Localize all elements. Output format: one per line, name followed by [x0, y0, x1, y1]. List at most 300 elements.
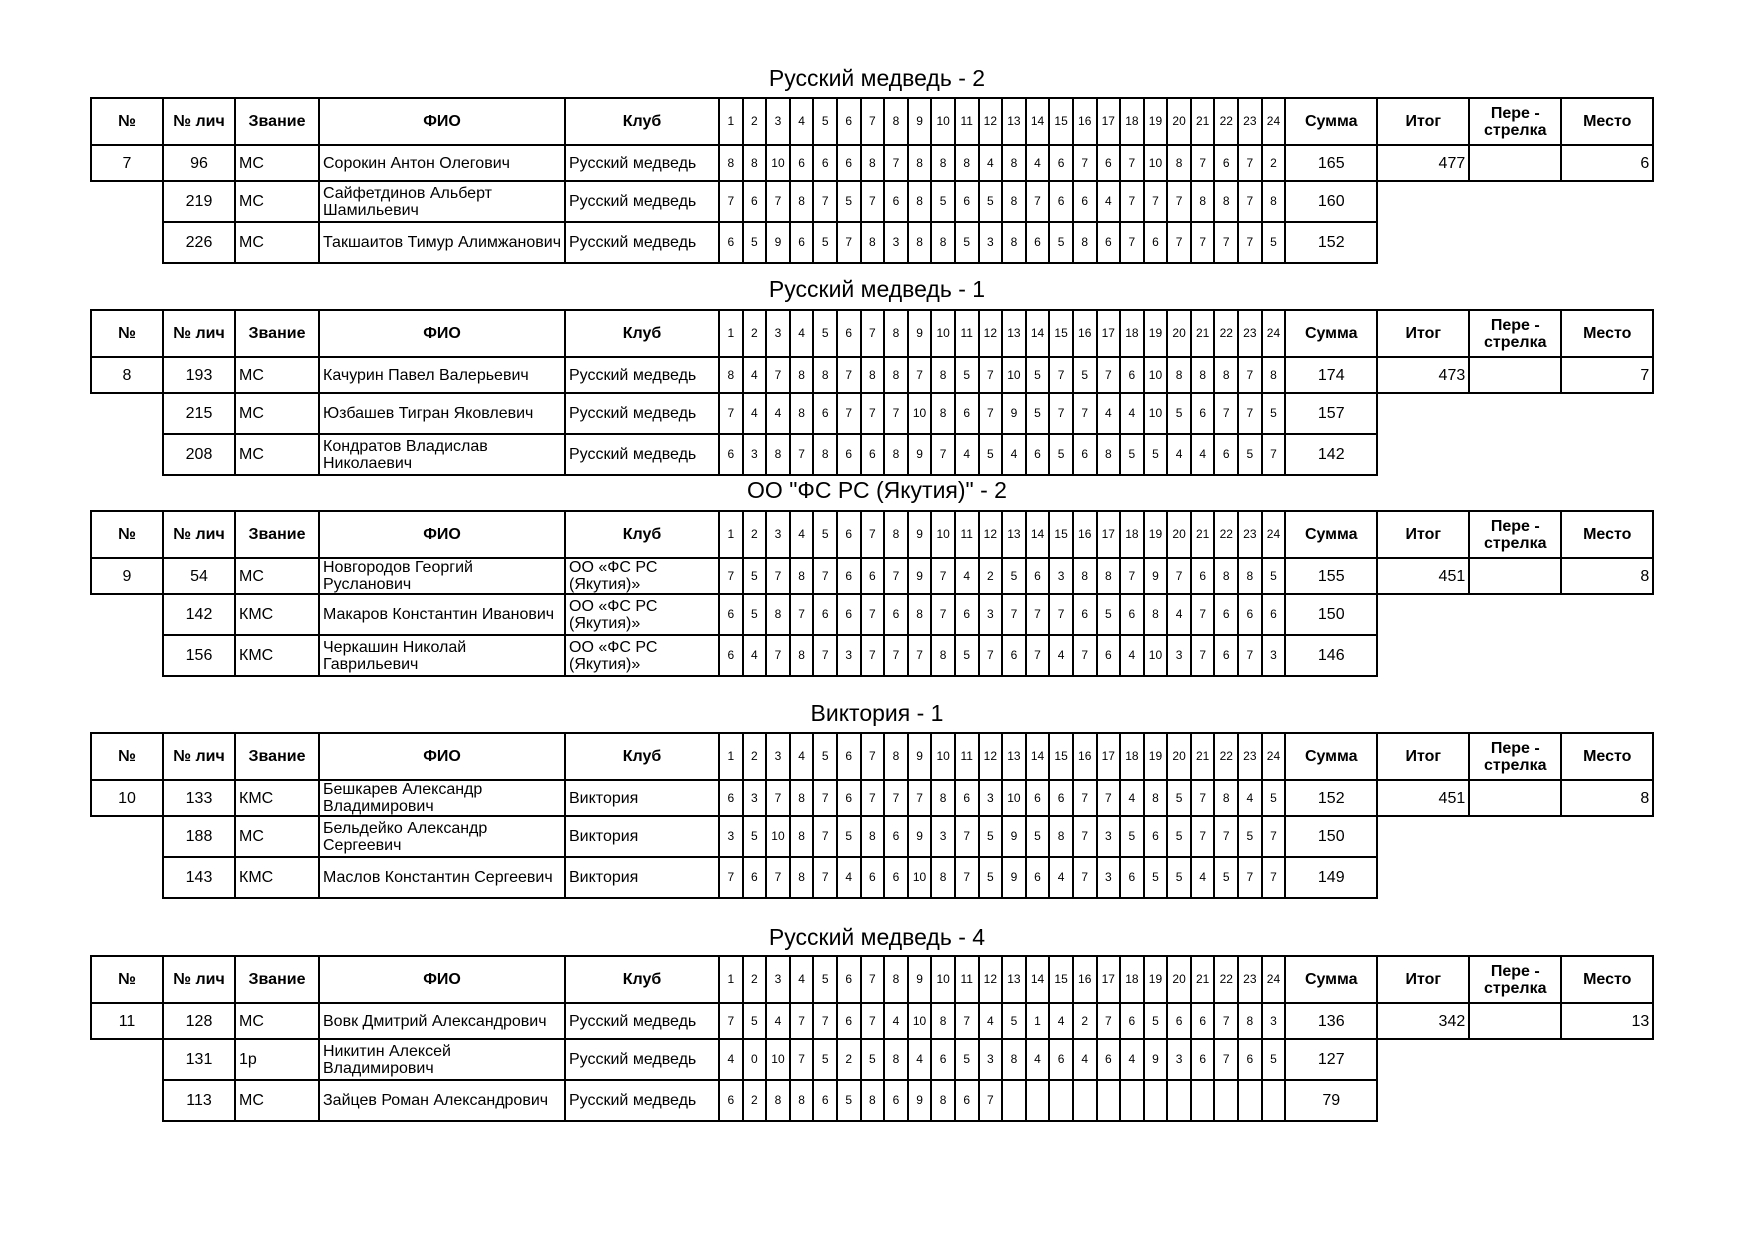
- header-num: №: [91, 733, 163, 780]
- series-score: 6: [837, 434, 861, 475]
- series-score: 5: [813, 1039, 837, 1080]
- team-total: 451: [1377, 558, 1469, 594]
- rank: МС: [235, 181, 319, 222]
- series-score: 4: [1120, 635, 1144, 676]
- header-total: Итог: [1377, 733, 1469, 780]
- athlete-row: [91, 145, 1653, 181]
- sum: 155: [1285, 558, 1377, 594]
- series-score: 5: [1002, 1003, 1026, 1039]
- header-shootoff: Пере - стрелка: [1469, 511, 1561, 558]
- empty-cell: [1469, 393, 1561, 434]
- series-score: 6: [813, 145, 837, 181]
- series-score: 8: [908, 145, 932, 181]
- empty-cell: [1377, 594, 1469, 635]
- series-score: 4: [743, 357, 767, 393]
- header-series: 3: [766, 733, 790, 780]
- series-score: 10: [766, 816, 790, 857]
- header-series: 6: [837, 733, 861, 780]
- series-score: 5: [743, 594, 767, 635]
- series-score: 6: [884, 181, 908, 222]
- header-series: 7: [861, 733, 885, 780]
- series-score: 8: [1073, 558, 1097, 594]
- series-score: 8: [931, 393, 955, 434]
- series-score: 3: [931, 816, 955, 857]
- team-title: Русский медведь - 2: [768, 65, 986, 91]
- series-score: 5: [1262, 780, 1286, 816]
- series-score: 5: [1167, 816, 1191, 857]
- license-number: 215: [163, 393, 235, 434]
- series-score: 7: [1238, 393, 1262, 434]
- series-score: 10: [1002, 357, 1026, 393]
- empty-cell: [1377, 635, 1469, 676]
- header-series: 23: [1238, 310, 1262, 357]
- series-score: 6: [1214, 434, 1238, 475]
- series-score: 4: [979, 145, 1003, 181]
- header-series: 14: [1026, 511, 1050, 558]
- series-score: 7: [908, 357, 932, 393]
- series-score: 4: [743, 393, 767, 434]
- team-place: 13: [1561, 1003, 1653, 1039]
- series-score: 7: [908, 780, 932, 816]
- series-score: 4: [743, 635, 767, 676]
- empty-cell: [1377, 1039, 1469, 1080]
- empty-cell: [1561, 1039, 1653, 1080]
- series-score: [1049, 1080, 1073, 1121]
- header-series: 2: [743, 310, 767, 357]
- rank: МС: [235, 434, 319, 475]
- series-score: 6: [719, 780, 743, 816]
- header-series: 12: [979, 310, 1003, 357]
- series-score: 7: [1049, 594, 1073, 635]
- rank: МС: [235, 1003, 319, 1039]
- header-series: 15: [1049, 511, 1073, 558]
- header-series: 4: [790, 98, 814, 145]
- series-score: 3: [1097, 816, 1121, 857]
- rank: МС: [235, 816, 319, 857]
- empty-cell: [91, 434, 163, 475]
- series-score: 10: [1144, 145, 1168, 181]
- series-score: 6: [1120, 1003, 1144, 1039]
- series-score: 8: [790, 635, 814, 676]
- series-score: 8: [931, 635, 955, 676]
- empty-cell: [91, 816, 163, 857]
- series-score: 5: [743, 816, 767, 857]
- series-score: 8: [1002, 181, 1026, 222]
- series-score: 8: [1002, 145, 1026, 181]
- series-score: 4: [1049, 635, 1073, 676]
- header-series: 22: [1214, 956, 1238, 1003]
- header-series: 23: [1238, 98, 1262, 145]
- series-score: 6: [1191, 393, 1215, 434]
- rank: КМС: [235, 635, 319, 676]
- series-score: 6: [1191, 1039, 1215, 1080]
- series-score: 5: [955, 357, 979, 393]
- header-series: 7: [861, 511, 885, 558]
- series-score: 5: [1262, 393, 1286, 434]
- series-score: 7: [813, 857, 837, 898]
- rank: МС: [235, 558, 319, 594]
- sum: 149: [1285, 857, 1377, 898]
- header-series: 5: [813, 98, 837, 145]
- header-series: 17: [1097, 733, 1121, 780]
- series-score: 8: [719, 145, 743, 181]
- header-series: 21: [1191, 733, 1215, 780]
- athlete-name: Кондратов Владислав Николаевич: [319, 434, 565, 475]
- series-score: 6: [1191, 558, 1215, 594]
- athlete-name: Сорокин Антон Олегович: [319, 145, 565, 181]
- series-score: 5: [1120, 816, 1144, 857]
- sum: 150: [1285, 816, 1377, 857]
- series-score: [1002, 1080, 1026, 1121]
- series-score: 6: [955, 780, 979, 816]
- header-place: Место: [1561, 98, 1653, 145]
- series-score: 7: [861, 1003, 885, 1039]
- series-score: 5: [1214, 857, 1238, 898]
- series-score: 7: [1049, 393, 1073, 434]
- series-score: 5: [1049, 222, 1073, 263]
- header-series: 11: [955, 310, 979, 357]
- header-total: Итог: [1377, 98, 1469, 145]
- series-score: 6: [1262, 594, 1286, 635]
- series-score: 8: [1167, 145, 1191, 181]
- series-score: 6: [1097, 222, 1121, 263]
- team-place: 7: [1561, 357, 1653, 393]
- empty-cell: [1561, 181, 1653, 222]
- series-score: 5: [1097, 594, 1121, 635]
- series-score: 6: [1167, 1003, 1191, 1039]
- series-score: 7: [1214, 1003, 1238, 1039]
- series-score: 4: [1167, 594, 1191, 635]
- series-score: 6: [1026, 222, 1050, 263]
- empty-cell: [1377, 857, 1469, 898]
- series-score: 9: [1002, 393, 1026, 434]
- series-score: 3: [979, 222, 1003, 263]
- athlete-name: Качурин Павел Валерьевич: [319, 357, 565, 393]
- series-score: 8: [790, 780, 814, 816]
- series-score: 6: [1049, 145, 1073, 181]
- series-score: 6: [1049, 181, 1073, 222]
- series-score: 6: [719, 1080, 743, 1121]
- series-score: 5: [1144, 857, 1168, 898]
- header-lic: № лич: [163, 310, 235, 357]
- series-score: 6: [719, 222, 743, 263]
- series-score: 9: [908, 1080, 932, 1121]
- series-score: 8: [861, 145, 885, 181]
- series-score: 7: [1191, 816, 1215, 857]
- series-score: 8: [790, 816, 814, 857]
- header-series: 17: [1097, 511, 1121, 558]
- series-score: 7: [837, 393, 861, 434]
- license-number: 128: [163, 1003, 235, 1039]
- series-score: 8: [1191, 181, 1215, 222]
- series-score: 4: [1097, 181, 1121, 222]
- header-series: 16: [1073, 511, 1097, 558]
- header-series: 5: [813, 511, 837, 558]
- series-score: 7: [1120, 145, 1144, 181]
- athlete-name: Новгородов Георгий Русланович: [319, 558, 565, 594]
- license-number: 208: [163, 434, 235, 475]
- series-score: 8: [931, 780, 955, 816]
- series-score: 5: [1002, 558, 1026, 594]
- series-score: 7: [884, 635, 908, 676]
- team-title: Русский медведь - 4: [768, 924, 986, 950]
- club: Русский медведь: [565, 393, 719, 434]
- series-score: 7: [1026, 181, 1050, 222]
- athlete-name: Никитин Алексей Владимирович: [319, 1039, 565, 1080]
- header-place: Место: [1561, 956, 1653, 1003]
- series-score: 7: [813, 816, 837, 857]
- header-series: 13: [1002, 310, 1026, 357]
- header-series: 11: [955, 956, 979, 1003]
- series-score: 7: [1073, 393, 1097, 434]
- header-series: 1: [719, 956, 743, 1003]
- header-row: [91, 733, 1653, 780]
- athlete-row: [91, 780, 1653, 816]
- header-series: 2: [743, 956, 767, 1003]
- series-score: 4: [766, 393, 790, 434]
- header-series: 12: [979, 956, 1003, 1003]
- header-sum: Сумма: [1285, 956, 1377, 1003]
- sum: 152: [1285, 222, 1377, 263]
- series-score: 5: [1262, 1039, 1286, 1080]
- series-score: 6: [813, 1080, 837, 1121]
- series-score: 8: [743, 145, 767, 181]
- header-series: 15: [1049, 956, 1073, 1003]
- series-score: 8: [861, 816, 885, 857]
- series-score: 9: [908, 434, 932, 475]
- athlete-name: Бельдейко Александр Сергеевич: [319, 816, 565, 857]
- header-series: 4: [790, 956, 814, 1003]
- header-series: 7: [861, 98, 885, 145]
- series-score: 7: [766, 558, 790, 594]
- series-score: 5: [837, 1080, 861, 1121]
- sum: 142: [1285, 434, 1377, 475]
- series-score: [1097, 1080, 1121, 1121]
- series-score: 6: [1073, 181, 1097, 222]
- series-score: 7: [884, 780, 908, 816]
- header-series: 21: [1191, 98, 1215, 145]
- series-score: 7: [955, 1003, 979, 1039]
- series-score: 8: [1073, 222, 1097, 263]
- series-score: 7: [1214, 222, 1238, 263]
- series-score: 5: [1120, 434, 1144, 475]
- series-score: [1120, 1080, 1144, 1121]
- header-series: 1: [719, 733, 743, 780]
- header-row: [91, 98, 1653, 145]
- header-series: 22: [1214, 98, 1238, 145]
- header-series: 9: [908, 98, 932, 145]
- team-results-table: [90, 732, 1654, 899]
- series-score: 5: [1026, 393, 1050, 434]
- sum: 165: [1285, 145, 1377, 181]
- header-series: 5: [813, 310, 837, 357]
- series-score: 3: [979, 594, 1003, 635]
- header-series: 6: [837, 956, 861, 1003]
- license-number: 96: [163, 145, 235, 181]
- series-score: 5: [813, 222, 837, 263]
- series-score: 6: [1049, 1039, 1073, 1080]
- series-score: 7: [766, 635, 790, 676]
- club: Русский медведь: [565, 1039, 719, 1080]
- team-place: 8: [1561, 558, 1653, 594]
- series-score: 8: [931, 1080, 955, 1121]
- sum: 160: [1285, 181, 1377, 222]
- empty-cell: [1469, 635, 1561, 676]
- series-score: 4: [908, 1039, 932, 1080]
- series-score: 10: [908, 393, 932, 434]
- series-score: [1167, 1080, 1191, 1121]
- rank: МС: [235, 357, 319, 393]
- athlete-name: Юзбашев Тигран Яковлевич: [319, 393, 565, 434]
- header-series: 10: [931, 956, 955, 1003]
- athlete-row: [91, 816, 1653, 857]
- team-results-table: [90, 97, 1654, 264]
- header-series: 16: [1073, 98, 1097, 145]
- club: Русский медведь: [565, 181, 719, 222]
- header-series: 14: [1026, 98, 1050, 145]
- series-score: 4: [1167, 434, 1191, 475]
- header-series: 2: [743, 98, 767, 145]
- series-score: 8: [1002, 222, 1026, 263]
- series-score: 6: [837, 145, 861, 181]
- header-name: ФИО: [319, 511, 565, 558]
- series-score: 5: [1238, 434, 1262, 475]
- series-score: 6: [790, 145, 814, 181]
- series-score: 5: [1073, 357, 1097, 393]
- header-series: 13: [1002, 733, 1026, 780]
- header-series: 12: [979, 733, 1003, 780]
- series-score: 7: [790, 434, 814, 475]
- empty-cell: [1561, 222, 1653, 263]
- series-score: 8: [813, 434, 837, 475]
- header-series: 18: [1120, 98, 1144, 145]
- series-score: 5: [743, 1003, 767, 1039]
- series-score: 6: [884, 1080, 908, 1121]
- series-score: 6: [790, 222, 814, 263]
- club: Виктория: [565, 857, 719, 898]
- series-score: 6: [837, 594, 861, 635]
- series-score: 8: [1214, 558, 1238, 594]
- team-number: 11: [91, 1003, 163, 1039]
- empty-cell: [91, 393, 163, 434]
- series-score: 7: [1214, 393, 1238, 434]
- header-series: 8: [884, 511, 908, 558]
- header-series: 12: [979, 511, 1003, 558]
- series-score: 6: [1120, 857, 1144, 898]
- series-score: 9: [908, 558, 932, 594]
- series-score: 8: [813, 357, 837, 393]
- header-series: 18: [1120, 310, 1144, 357]
- header-series: 13: [1002, 98, 1026, 145]
- header-name: ФИО: [319, 956, 565, 1003]
- header-shootoff: Пере - стрелка: [1469, 98, 1561, 145]
- series-score: 4: [1120, 780, 1144, 816]
- series-score: 4: [955, 558, 979, 594]
- series-score: 6: [1120, 594, 1144, 635]
- series-score: 8: [790, 181, 814, 222]
- empty-cell: [91, 181, 163, 222]
- series-score: 6: [1026, 780, 1050, 816]
- license-number: 143: [163, 857, 235, 898]
- header-name: ФИО: [319, 310, 565, 357]
- series-score: 7: [1238, 145, 1262, 181]
- series-score: 7: [861, 635, 885, 676]
- header-lic: № лич: [163, 956, 235, 1003]
- series-score: 7: [1097, 780, 1121, 816]
- series-score: 8: [1262, 181, 1286, 222]
- header-series: 10: [931, 98, 955, 145]
- series-score: 8: [766, 1080, 790, 1121]
- series-score: 6: [955, 393, 979, 434]
- series-score: 5: [1167, 393, 1191, 434]
- club: Виктория: [565, 816, 719, 857]
- series-score: 8: [719, 357, 743, 393]
- header-series: 6: [837, 511, 861, 558]
- header-series: 11: [955, 98, 979, 145]
- header-place: Место: [1561, 733, 1653, 780]
- header-lic: № лич: [163, 98, 235, 145]
- team-place: 8: [1561, 780, 1653, 816]
- series-score: 8: [861, 1080, 885, 1121]
- header-series: 11: [955, 511, 979, 558]
- series-score: 7: [1214, 1039, 1238, 1080]
- series-score: 6: [1238, 594, 1262, 635]
- header-series: 19: [1144, 98, 1168, 145]
- series-score: 8: [1238, 1003, 1262, 1039]
- athlete-row: [91, 222, 1653, 263]
- series-score: 7: [884, 393, 908, 434]
- series-score: 10: [908, 1003, 932, 1039]
- series-score: 7: [1026, 594, 1050, 635]
- header-series: 19: [1144, 511, 1168, 558]
- series-score: 7: [837, 357, 861, 393]
- series-score: 7: [1073, 145, 1097, 181]
- athlete-name: Зайцев Роман Александрович: [319, 1080, 565, 1121]
- header-series: 3: [766, 310, 790, 357]
- rank: КМС: [235, 780, 319, 816]
- empty-cell: [1377, 816, 1469, 857]
- series-score: 7: [1191, 635, 1215, 676]
- series-score: 4: [1191, 434, 1215, 475]
- series-score: 3: [719, 816, 743, 857]
- series-score: 10: [1002, 780, 1026, 816]
- series-score: [1262, 1080, 1286, 1121]
- header-shootoff: Пере - стрелка: [1469, 956, 1561, 1003]
- series-score: 7: [813, 558, 837, 594]
- series-score: 4: [1049, 1003, 1073, 1039]
- series-score: 6: [861, 857, 885, 898]
- series-score: 6: [743, 181, 767, 222]
- series-score: 8: [1214, 357, 1238, 393]
- series-score: 5: [1262, 558, 1286, 594]
- series-score: 5: [837, 181, 861, 222]
- series-score: 3: [743, 434, 767, 475]
- header-series: 18: [1120, 956, 1144, 1003]
- series-score: 7: [1262, 434, 1286, 475]
- header-series: 1: [719, 310, 743, 357]
- series-score: 7: [955, 816, 979, 857]
- series-score: 3: [979, 780, 1003, 816]
- team-total: 451: [1377, 780, 1469, 816]
- header-series: 24: [1262, 98, 1286, 145]
- header-series: 16: [1073, 956, 1097, 1003]
- series-score: 7: [1120, 181, 1144, 222]
- header-club: Клуб: [565, 98, 719, 145]
- athlete-row: [91, 393, 1653, 434]
- series-score: 3: [1049, 558, 1073, 594]
- header-series: 24: [1262, 733, 1286, 780]
- empty-cell: [1469, 181, 1561, 222]
